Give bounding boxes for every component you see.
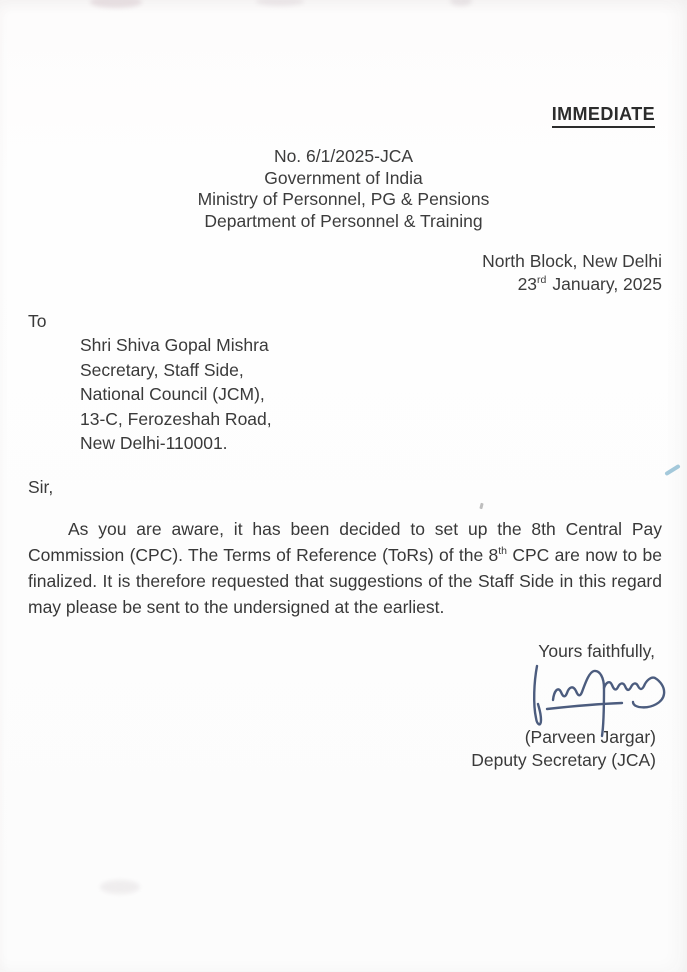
recipient-line: 13-C, Ferozeshah Road,	[80, 408, 272, 429]
recipient-name: Shri Shiva Gopal Mishra	[80, 335, 269, 355]
scan-speck	[479, 503, 483, 510]
closing-valediction: Yours faithfully,	[538, 641, 655, 661]
body-paragraph	[28, 516, 662, 620]
signatory-designation: Deputy Secretary (JCA)	[471, 750, 656, 770]
scan-smudge	[100, 880, 140, 894]
body-text-segment: CPC are now to be finalized. It is therefore requested that suggestions of the Staff Side in this regard may please be sent to the undersigned at the earliest.	[28, 545, 662, 617]
date-day: 23	[517, 274, 538, 294]
place-line: North Block, New Delhi	[482, 251, 662, 271]
ordinal-superscript: th	[498, 545, 508, 558]
to-label: To	[28, 311, 47, 331]
recipient-address	[80, 333, 272, 456]
urgency-label: IMMEDIATE	[552, 104, 655, 128]
org-line-department: Department of Personnel & Training	[204, 210, 483, 231]
date-line	[482, 273, 662, 296]
date-month-year: January, 2025	[552, 274, 662, 294]
scan-smudge	[450, 0, 472, 6]
recipient-line: National Council (JCM),	[80, 384, 265, 404]
salutation: Sir,	[28, 477, 54, 497]
recipient-line: Secretary, Staff Side,	[80, 359, 244, 380]
body-text-segment: As you are aware, it has been decided to set up the 8th Central Pay Commission (CPC). The Terms of Reference (ToRs) of the 8	[28, 519, 662, 565]
date-ordinal: rd	[537, 274, 547, 287]
signatory-name: (Parveen Jargar)	[524, 727, 656, 747]
recipient-line: New Delhi-110001.	[80, 433, 228, 453]
pen-mark-icon	[664, 464, 681, 476]
reference-number: No. 6/1/2025-JCA	[273, 146, 414, 166]
scan-smudge	[90, 0, 142, 8]
letterhead	[0, 146, 687, 232]
place-date-block	[482, 250, 662, 296]
org-line-ministry: Ministry of Personnel, PG & Pensions	[197, 189, 490, 209]
org-line-government: Government of India	[264, 167, 423, 188]
scan-smudge	[256, 0, 304, 6]
